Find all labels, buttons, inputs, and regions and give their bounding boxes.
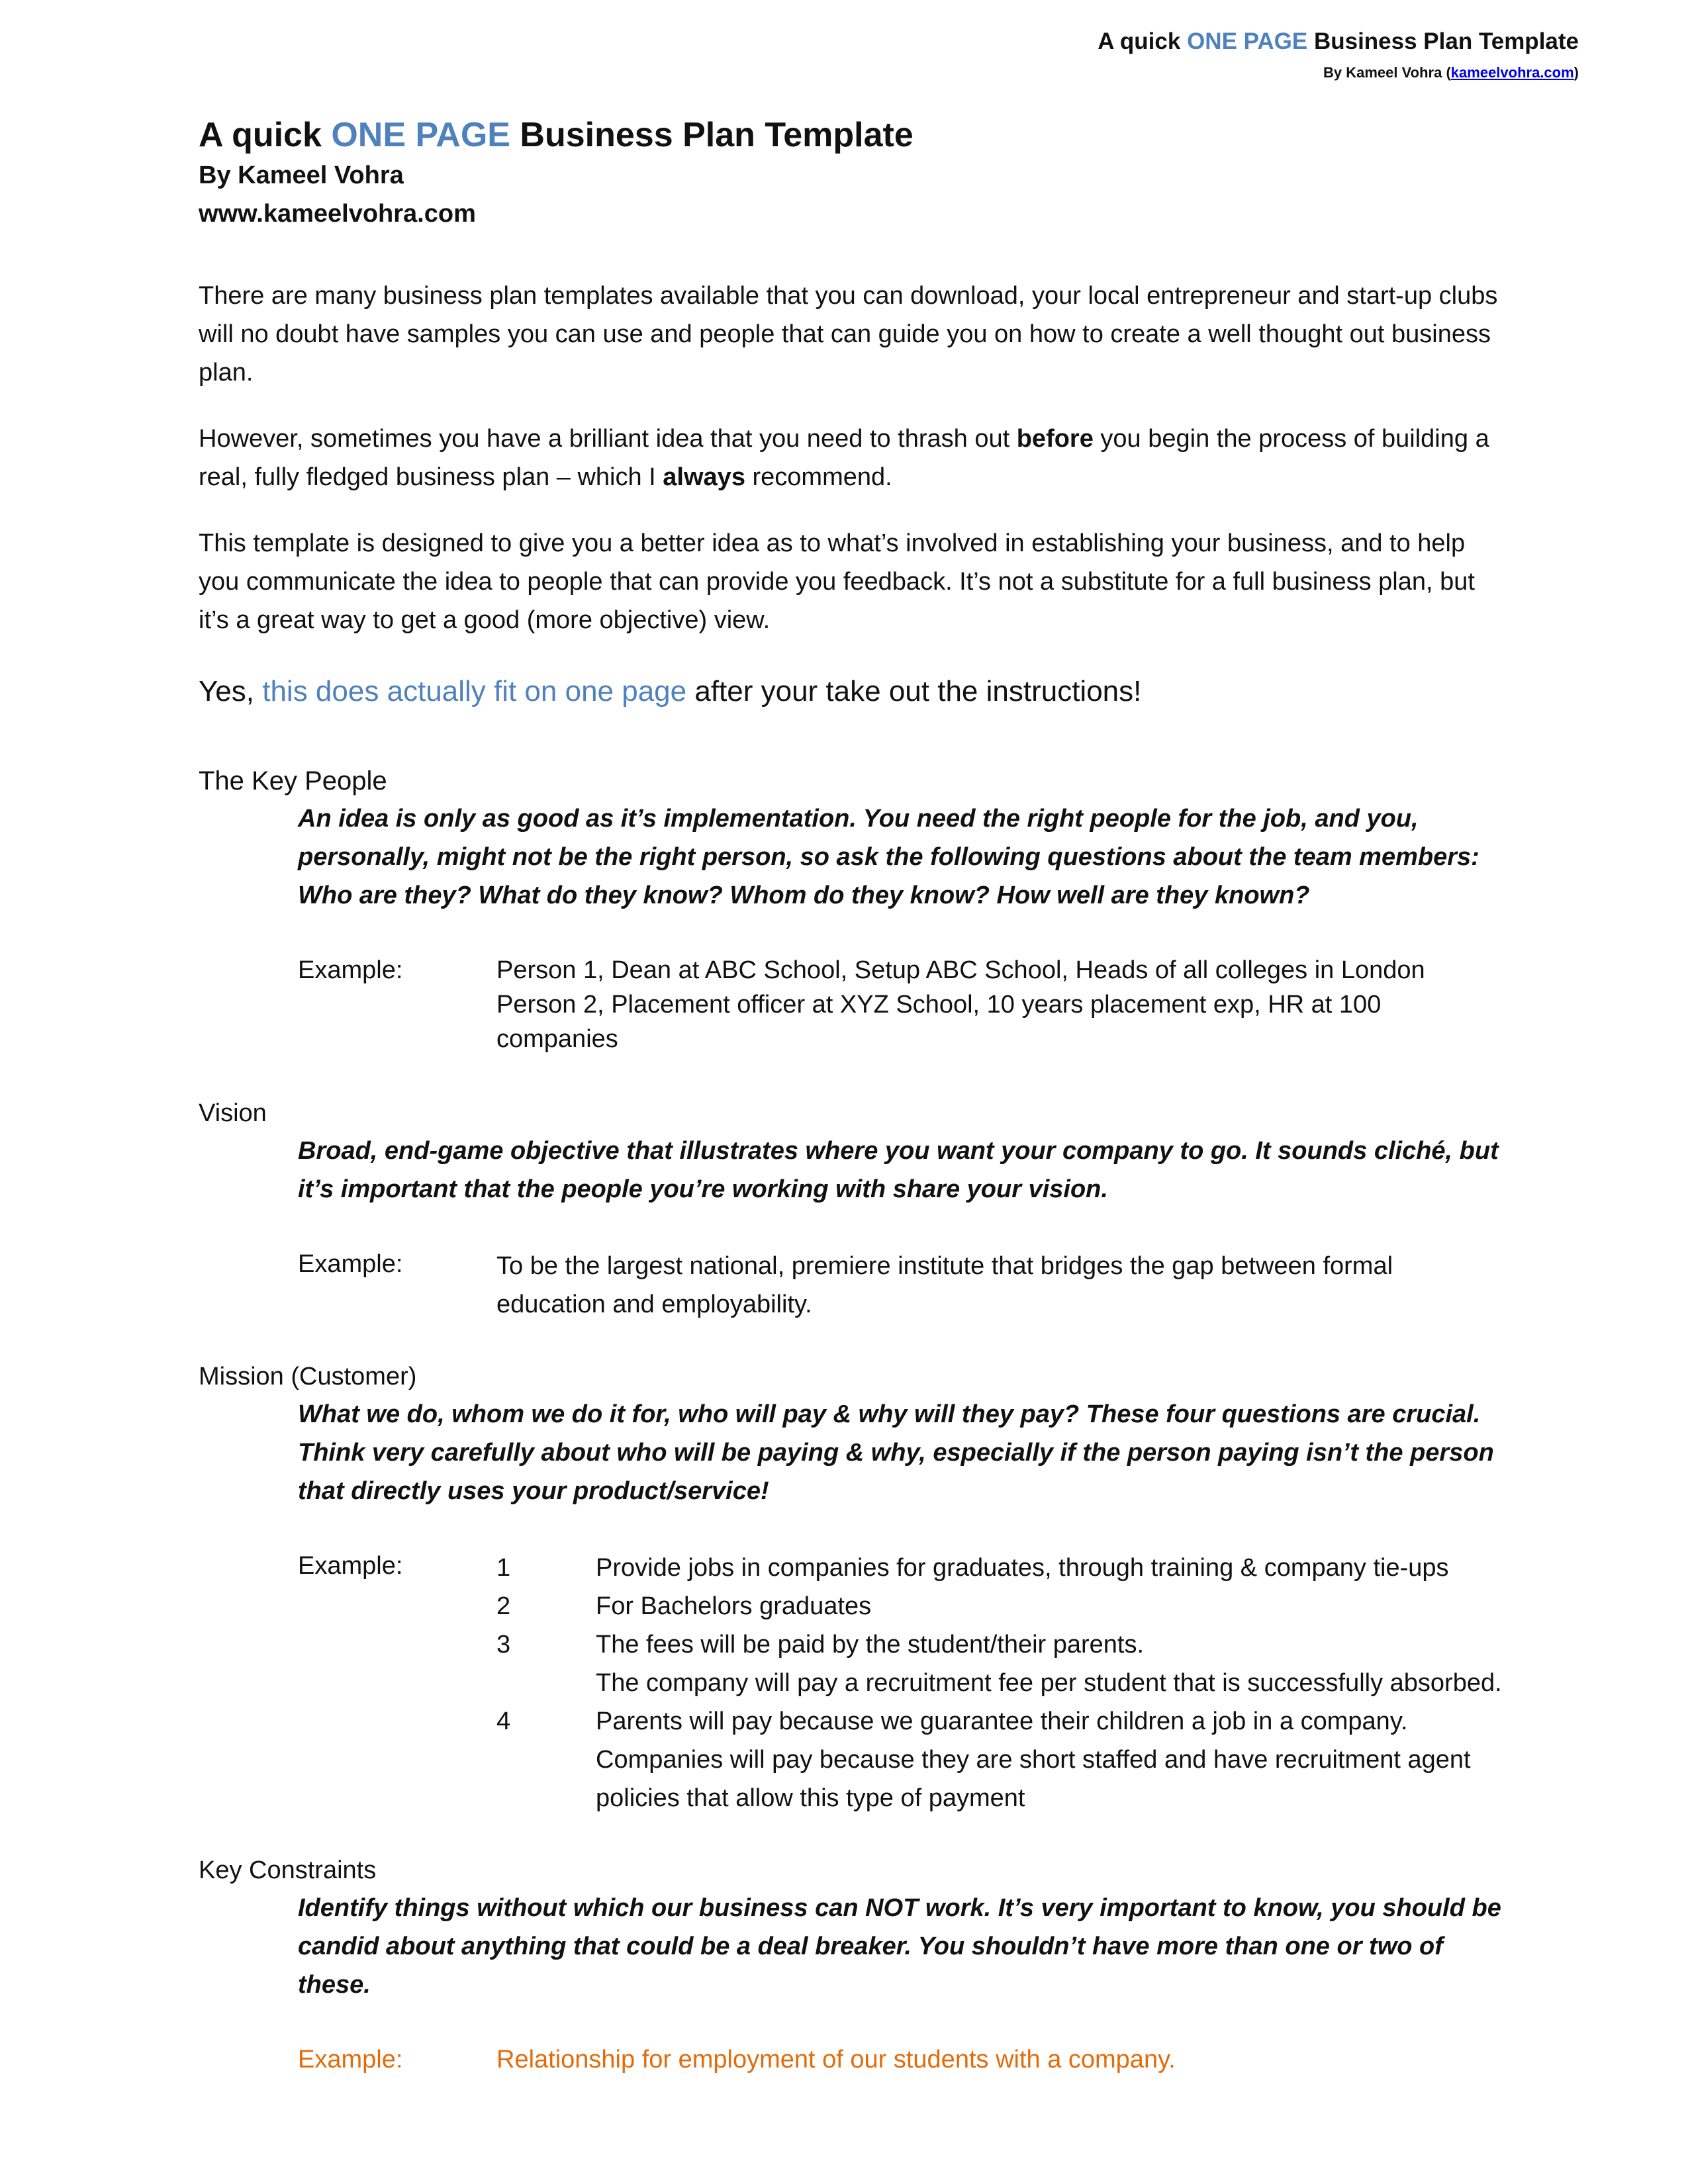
section-example	[298, 953, 1503, 1056]
list-item: 2 For Bachelors graduates	[496, 1592, 872, 1620]
section-key-people	[199, 762, 1503, 1056]
example-label: Example:	[298, 1250, 403, 1278]
running-header	[1098, 26, 1579, 83]
author-website: www.kameelvohra.com	[199, 200, 476, 228]
example-label: Example:	[298, 1552, 403, 1580]
example-label: Example:	[298, 956, 403, 984]
section-heading: The Key People	[199, 766, 387, 796]
intro-paragraph-2: However, sometimes you have a brilliant idea that you need to thrash out before you begin the process of building a real, fully fledged business plan – which I always recommend.	[199, 425, 1489, 491]
section-instruction: An idea is only as good as it’s implementation. You need the right people for the job, and you, personally, might not be the right person, so ask the following questions about the team members: Who are they? What do they know? Whom do they know? How well are they known?	[298, 805, 1479, 909]
fits-one-page-note: Yes, this does actually fit on one page after your take out the instructions!	[199, 675, 1142, 707]
example-label: Example:	[298, 2046, 403, 2073]
author-name: By Kameel Vohra	[199, 161, 404, 189]
list-item: 1 Provide jobs in companies for graduates, through training & company tie-ups	[496, 1554, 1449, 1582]
section-heading: Key Constraints	[199, 1856, 377, 1884]
header-website-link[interactable]: kameelvohra.com	[1450, 64, 1574, 81]
running-header-byline: By Kameel Vohra (kameelvohra.com)	[1323, 64, 1579, 81]
list-item: Companies will pay because they are short staffed and have recruitment agent policies that allow this type of payment	[596, 1746, 1471, 1812]
list-item: 4 Parents will pay because we guarantee their children a job in a company.	[496, 1707, 1408, 1735]
section-key-constraints	[199, 1852, 1503, 2077]
example-numbered-list	[496, 1549, 1503, 1817]
section-instruction: Identify things without which our business can NOT work. It’s very important to know, you should be candid about anything that could be a deal breaker. You shouldn’t have more than one or two of these.	[298, 1894, 1501, 1999]
list-item: 3 The fees will be paid by the student/their parents.	[496, 1631, 1145, 1659]
section-instruction: What we do, whom we do it for, who will pay & why will they pay? These four questions are crucial. Think very carefully about who will be paying & why, especially if the person paying isn’t the person that directly uses your product/service!	[298, 1400, 1494, 1505]
example-line: Person 2, Placement officer at XYZ School, 10 years placement exp, HR at 100 companies	[496, 991, 1382, 1053]
example-line: Person 1, Dean at ABC School, Setup ABC School, Heads of all colleges in London	[496, 956, 1425, 984]
intro-paragraph-3: This template is designed to give you a better idea as to what’s involved in establishing your business, and to help you communicate the idea to people that can provide you feedback. It’s not a substitute for a full business plan, but it’s a great way to get a good (more objective) view.	[199, 529, 1475, 634]
section-example	[298, 2042, 1503, 2077]
section-heading: Vision	[199, 1099, 267, 1127]
document-body	[199, 114, 1503, 2077]
section-example	[298, 1549, 1503, 1817]
section-mission	[199, 1358, 1503, 1817]
section-vision	[199, 1095, 1503, 1324]
section-instruction: Broad, end-game objective that illustrates where you want your company to go. It sounds cliché, but it’s important that the people you’re working with share your vision.	[298, 1137, 1499, 1203]
intro-paragraph-1: There are many business plan templates available that you can download, your local entrepreneur and start-up clubs will no doubt have samples you can use and people that can guide you on how to create a well thought out business plan.	[199, 282, 1498, 387]
section-example	[298, 1247, 1503, 1324]
running-header-accent: ONE PAGE	[1187, 28, 1308, 54]
section-heading: Mission (Customer)	[199, 1363, 417, 1390]
example-text: Relationship for employment of our students with a company.	[496, 2046, 1176, 2073]
example-text: To be the largest national, premiere institute that bridges the gap between formal education and employability.	[496, 1252, 1393, 1318]
document-title-accent: ONE PAGE	[331, 116, 510, 154]
list-item: The company will pay a recruitment fee per student that is successfully absorbed.	[596, 1669, 1502, 1697]
running-header-title: A quick ONE PAGE Business Plan Template	[1098, 28, 1579, 54]
document-title: A quick ONE PAGE Business Plan Template	[199, 116, 914, 154]
